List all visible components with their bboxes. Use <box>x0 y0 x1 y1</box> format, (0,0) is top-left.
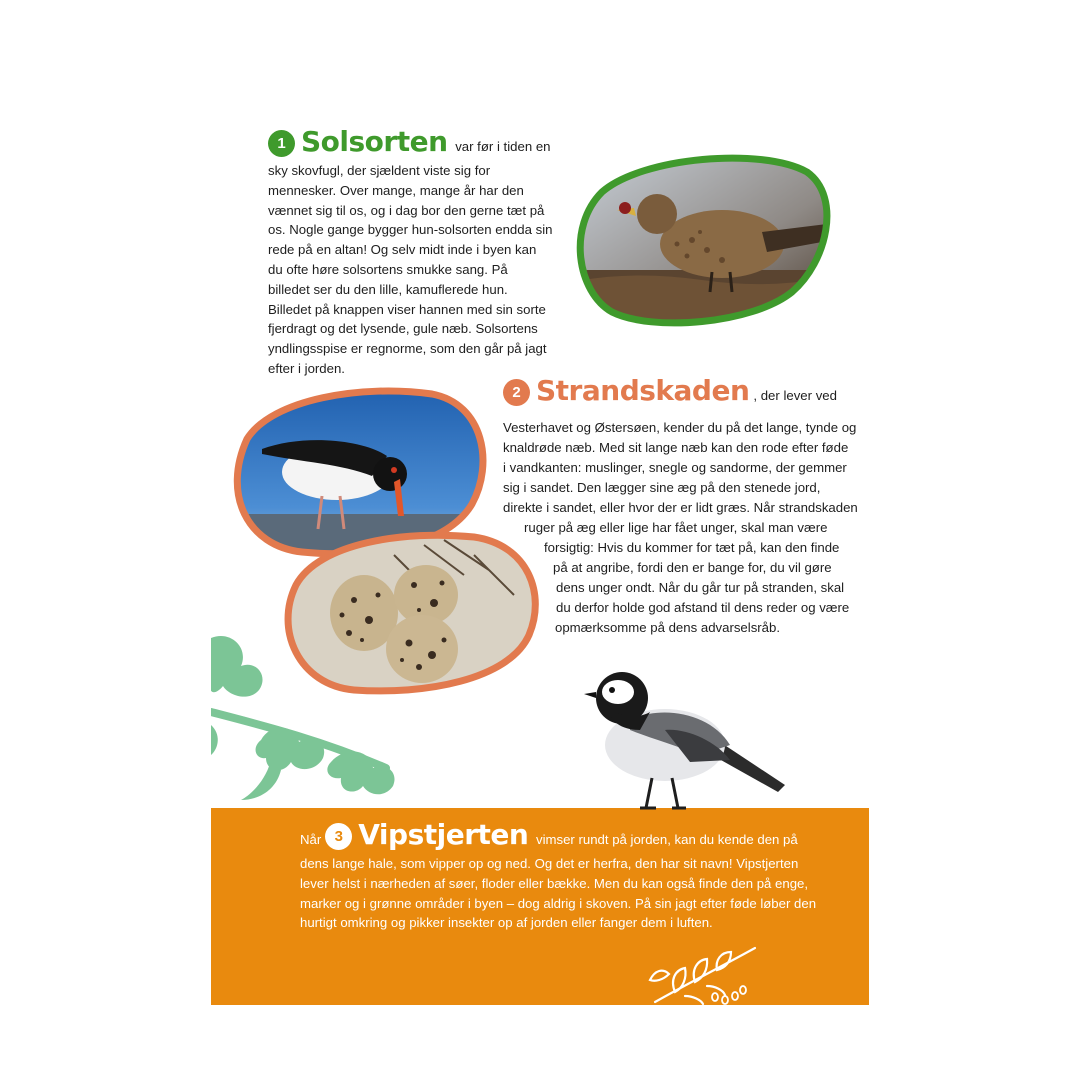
blackbird-female-photo <box>572 152 834 328</box>
strandskaden-line: opmærksomme på dens advarselsråb. <box>555 620 781 635</box>
strandskaden-line: forsigtig: Hvis du kommer for tæt på, kan den finde <box>544 540 840 555</box>
white-wagtail-photo <box>580 650 795 820</box>
strandskaden-line: ruger på æg eller lige har fået unger, skal man være <box>524 520 828 535</box>
solsorten-lead: var før i tiden en sky <box>268 139 551 179</box>
strandskaden-line: Vesterhavet og Østersøen, kender du på det lange, tynde og <box>503 420 857 435</box>
strandskaden-line: på at angribe, fordi den er bange for, du vil gøre <box>553 560 832 575</box>
number-badge-2: 2 <box>503 379 530 406</box>
number-badge-3: 3 <box>325 823 352 850</box>
section-solsorten <box>268 125 553 379</box>
leaf-branch-decoration <box>211 630 421 810</box>
vipstjerten-body: lange hale, som vipper op og ned. Og det er herfra, den har sit navn! Vipstjerten lever helst i nærheden af søer, floder eller bække. Men du kan også finde den på enge, marker og i grønne områder i byen – dog aldrig i skoven. På sin jagt efter føde løber den hurtigt omkring og pikker insekter op af jorden eller fanger dem i luften. <box>300 856 817 931</box>
section-vipstjerten <box>300 818 820 933</box>
heading-vipstjerten: Vipstjerten <box>358 818 529 851</box>
heading-strandskaden: Strandskaden <box>536 374 750 407</box>
strandskaden-line: i vandkanten: muslinger, snegle og sandorme, der gemmer <box>503 460 847 475</box>
strandskaden-line: knaldrøde næb. Med sit lange næb kan den rode efter føde <box>503 440 849 455</box>
strandskaden-lead: , der lever ved <box>753 388 837 403</box>
strandskaden-line: direkte i sandet, eller hvor der er lidt græs. Når strandskaden <box>503 500 858 515</box>
vipstjerten-pre: Når <box>300 832 322 847</box>
section-strandskaden-heading <box>503 374 863 410</box>
number-badge-1: 1 <box>268 130 295 157</box>
heading-solsorten: Solsorten <box>301 125 448 158</box>
strandskaden-line: sig i sandet. Den lægger sine æg på den stenede jord, <box>503 480 821 495</box>
strandskaden-line: dens unger ondt. Når du går tur på stranden, skal <box>556 580 845 595</box>
vipstjerten-lead: vimser rundt på jorden, kan du kende den på dens <box>300 832 798 872</box>
strandskaden-line: du derfor holde god afstand til dens reder og være <box>556 600 850 615</box>
twig-line-decoration <box>645 940 760 1005</box>
solsorten-body: skovfugl, der sjældent viste sig for mennesker. Over mange, mange år har den vænnet sig til os, og i dag bor den gerne tæt på os. Nogle gange bygger hun-solsorten endda sin rede på en altan! Og selv midt inde i byen kan du ofte høre solsortens smukke sang. På billedet ser du den lille, kamuflerede hun. Billedet på knappen viser hannen med sin sorte fjerdragt og det lysende, gule næb. Solsortens yndlingsspise er regnorme, som den går på jagt efter i jorden. <box>268 163 553 376</box>
